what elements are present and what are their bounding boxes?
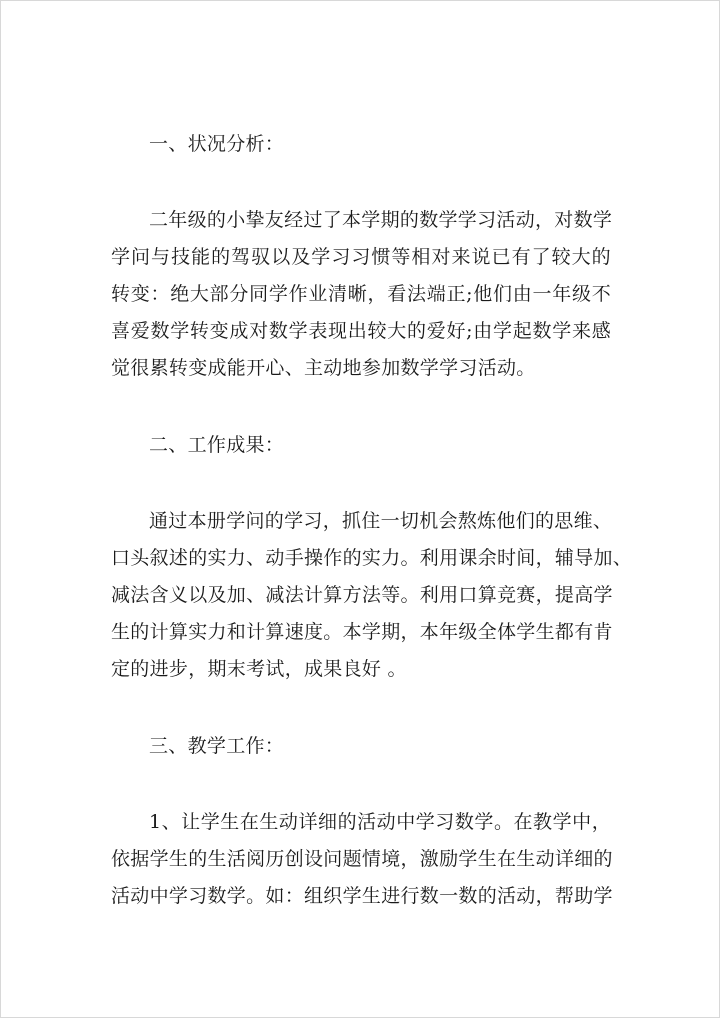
paragraph-line: 定的进步，期末考试，成果良好 。 — [111, 658, 407, 680]
paragraph-line: 口头叙述的实力、动手操作的实力。利用课余时间，辅导加、 — [111, 547, 633, 569]
paragraph-line: 学问与技能的驾驭以及学习习惯等相对来说已有了较大的 — [111, 246, 611, 268]
section-heading-analysis: 一、状况分析： — [149, 133, 285, 155]
paragraph-line: 觉很累转变成能开心、主动地参加数学学习活动。 — [111, 357, 536, 379]
paragraph-line: 通过本册学问的学习，抓住一切机会熬炼他们的思维、 — [149, 510, 613, 532]
paragraph-line: 二年级的小挚友经过了本学期的数学学习活动，对数学 — [149, 209, 613, 231]
paragraph-line: 减法含义以及加、减法计算方法等。利用口算竞赛，提高学 — [111, 584, 613, 606]
section-heading-results: 二、工作成果： — [149, 434, 285, 456]
paragraph-line: 依据学生的生活阅历创设问题情境，激励学生在生动详细的 — [111, 848, 613, 870]
paragraph-line: 生的计算实力和计算速度。本学期，本年级全体学生都有肯 — [111, 621, 613, 643]
paragraph-line: 活动中学习数学。如：组织学生进行数一数的活动，帮助学 — [111, 885, 613, 907]
paragraph-line: 1、让学生在生动详细的活动中学习数学。在教学中， — [149, 811, 611, 833]
paragraph-line: 喜爱数学转变成对数学表现出较大的爱好;由学起数学来感 — [111, 320, 611, 342]
paragraph-line: 转变：绝大部分同学作业清晰，看法端正;他们由一年级不 — [111, 283, 611, 305]
section-heading-teaching: 三、教学工作： — [149, 735, 285, 757]
